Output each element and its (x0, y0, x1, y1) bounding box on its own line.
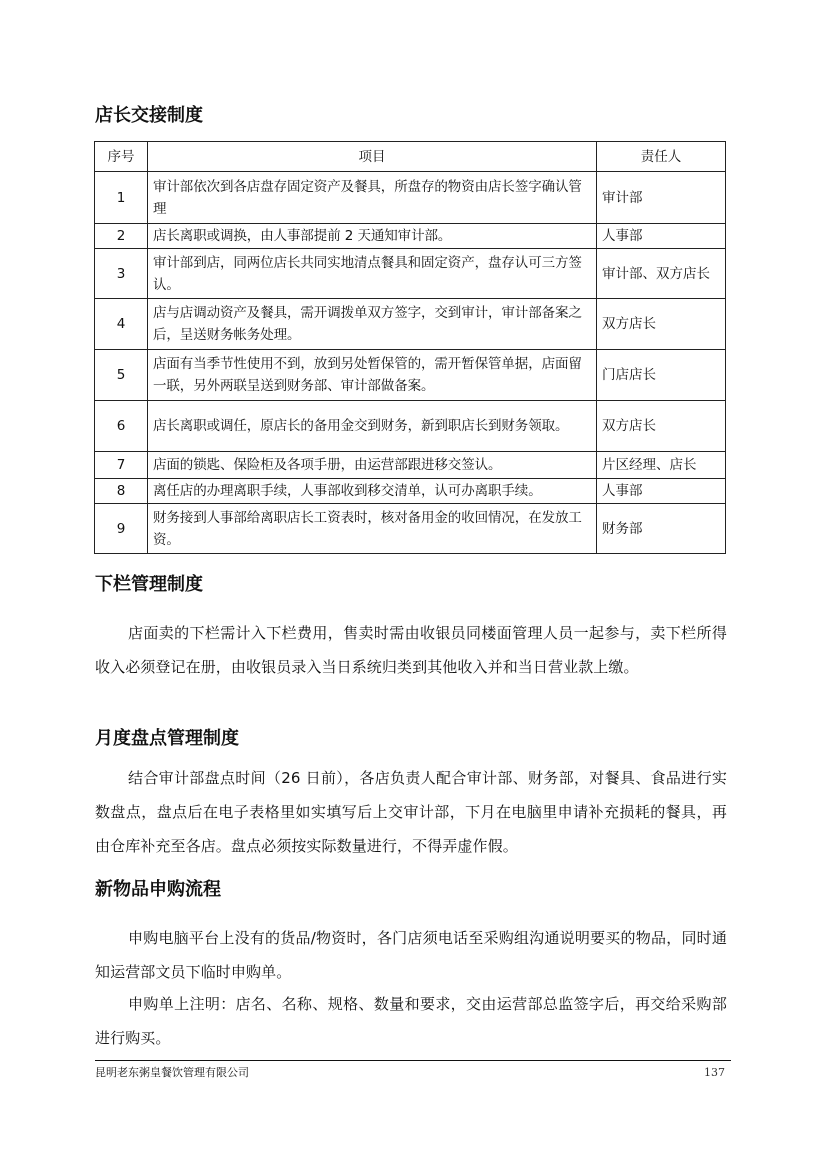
section-title-new-item-purchase: 新物品申购流程 (95, 879, 221, 900)
section-title-handover: 店长交接制度 (95, 105, 203, 126)
header-item: 项目 (148, 142, 597, 172)
row-owner: 门店店长 (597, 350, 726, 401)
header-no: 序号 (95, 142, 148, 172)
footer-company: 昆明老东粥皇餐饮管理有限公司 (95, 1066, 249, 1079)
paragraph-xialan: 店面卖的下栏需计入下栏费用，售卖时需由收银员同楼面管理人员一起参与，卖下栏所得收入必须登记在册，由收银员录入当日系统归类到其他收入并和当日营业款上缴。 (95, 624, 727, 676)
handover-table (94, 141, 726, 554)
table-row (95, 452, 726, 479)
header-owner: 责任人 (597, 142, 726, 172)
row-item: 店与店调动资产及餐具，需开调拨单双方签字，交到审计，审计部备案之后，呈送财务帐务处理。 (148, 299, 597, 350)
table-header-row (95, 142, 726, 172)
row-item: 店长离职或调任，原店长的备用金交到财务，新到职店长到财务领取。 (148, 401, 597, 452)
row-item: 财务接到人事部给离职店长工资表时，核对备用金的收回情况，在发放工资。 (148, 504, 597, 554)
row-number: 9 (95, 504, 148, 554)
row-owner: 双方店长 (597, 401, 726, 452)
paragraph-purchase-1: 申购电脑平台上没有的货品/物资时，各门店须电话至采购组沟通说明要买的物品，同时通知运营部文员下临时申购单。 (95, 929, 727, 981)
row-owner: 审计部、双方店长 (597, 249, 726, 299)
row-item: 离任店的办理离职手续，人事部收到移交清单，认可办离职手续。 (148, 479, 597, 504)
row-number: 5 (95, 350, 148, 401)
table-row (95, 479, 726, 504)
row-owner: 财务部 (597, 504, 726, 554)
row-owner: 片区经理、店长 (597, 452, 726, 479)
table-row (95, 224, 726, 249)
row-number: 4 (95, 299, 148, 350)
paragraph-purchase-2: 申购单上注明：店名、名称、规格、数量和要求，交由运营部总监签字后，再交给采购部进行购买。 (95, 995, 727, 1047)
footer-divider (95, 1060, 731, 1061)
table-row (95, 350, 726, 401)
table-row (95, 504, 726, 554)
row-number: 6 (95, 401, 148, 452)
row-number: 3 (95, 249, 148, 299)
row-item: 店面的锁匙、保险柜及各项手册，由运营部跟进移交签认。 (148, 452, 597, 479)
table-row (95, 299, 726, 350)
row-number: 2 (95, 224, 148, 249)
row-item: 审计部到店，同两位店长共同实地清点餐具和固定资产，盘存认可三方签认。 (148, 249, 597, 299)
row-item: 店面有当季节性使用不到，放到另处暂保管的，需开暂保管单据，店面留一联，另外两联呈送到财务部、审计部做备案。 (148, 350, 597, 401)
footer-page-number: 137 (704, 1066, 725, 1079)
row-owner: 人事部 (597, 479, 726, 504)
section-title-xialan: 下栏管理制度 (95, 574, 203, 595)
table-row (95, 249, 726, 299)
row-item: 审计部依次到各店盘存固定资产及餐具，所盘存的物资由店长签字确认管理 (148, 172, 597, 224)
table-row (95, 172, 726, 224)
table-row (95, 401, 726, 452)
row-item: 店长离职或调换，由人事部提前 2 天通知审计部。 (148, 224, 597, 249)
row-number: 7 (95, 452, 148, 479)
row-owner: 审计部 (597, 172, 726, 224)
row-number: 8 (95, 479, 148, 504)
row-owner: 双方店长 (597, 299, 726, 350)
row-owner: 人事部 (597, 224, 726, 249)
section-title-monthly-inventory: 月度盘点管理制度 (95, 728, 239, 749)
row-number: 1 (95, 172, 148, 224)
paragraph-monthly-inventory: 结合审计部盘点时间（26 日前），各店负责人配合审计部、财务部，对餐具、食品进行实数盘点，盘点后在电子表格里如实填写后上交审计部，下月在电脑里申请补充损耗的餐具，再由仓库补充至各店。盘点必须按实际数量进行，不得弄虚作假。 (95, 769, 727, 855)
